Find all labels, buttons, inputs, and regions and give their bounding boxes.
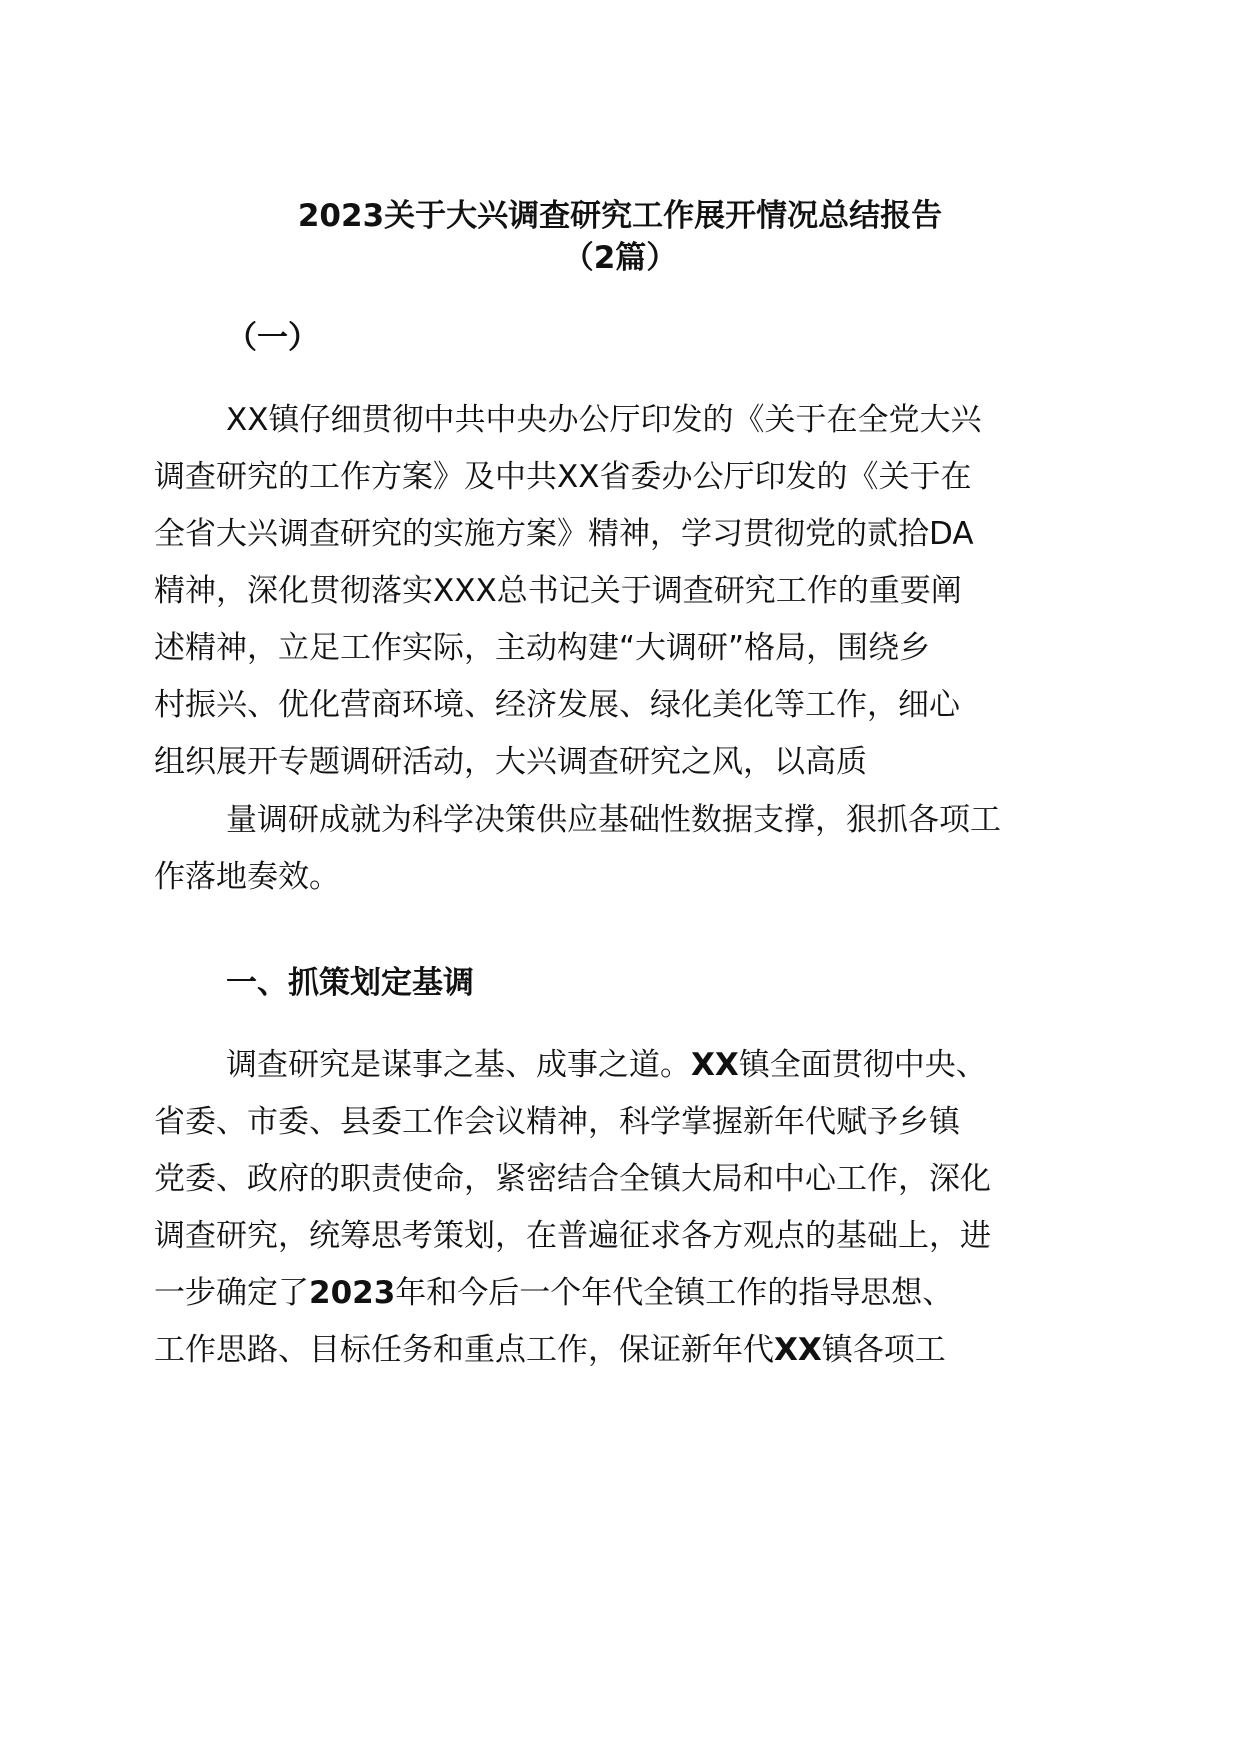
para1-line: 精神，深化贯彻落实XXX总书记关于调查研究工作的重要阐: [154, 573, 962, 609]
para3-line: [226, 1045, 987, 1085]
para3-text: 一步确定了: [154, 1275, 309, 1311]
document-title: 2023关于大兴调查研究工作展开情况总结报告: [297, 198, 943, 234]
para3-text: 调查研究是谋事之基、成事之道。: [226, 1047, 691, 1083]
para1-line: 调查研究的工作方案》及中共XX省委办公厅印发的《关于在: [154, 459, 972, 495]
para3-text: 镇全面贯彻中央、: [738, 1047, 987, 1083]
document-subtitle: （2篇）: [562, 240, 678, 276]
para1-line: XX镇仔细贯彻中共中央办公厅印发的《关于在全党大兴: [226, 402, 982, 438]
para2-line: 作落地奏效。: [154, 859, 340, 895]
para3-text: 工作思路、目标任务和重点工作，保证新年代: [154, 1332, 774, 1368]
para3-text: 年和今后一个年代全镇工作的指导思想、: [395, 1275, 954, 1311]
para3-line: 省委、市委、县委工作会议精神，科学掌握新年代赋予乡镇: [154, 1104, 960, 1140]
section-marker: （一）: [226, 320, 319, 356]
para3-bold-text: XX: [691, 1047, 739, 1083]
para1-line: 全省大兴调查研究的实施方案》精神，学习贯彻党的贰拾DA: [154, 516, 974, 552]
para1-line: 述精神，立足工作实际，主动构建“大调研”格局，围绕乡: [154, 630, 931, 666]
para1-line: 村振兴、优化营商环境、经济发展、绿化美化等工作，细心: [154, 687, 960, 723]
para1-line: 组织展开专题调研活动，大兴调查研究之风，以高质: [154, 744, 867, 780]
para3-bold-text: XX: [774, 1332, 822, 1368]
section-heading: 一、抓策划定基调: [226, 965, 474, 1001]
para3-line: [154, 1273, 953, 1313]
para3-line: 调查研究，统筹思考策划，在普遍征求各方观点的基础上，进: [154, 1218, 991, 1254]
para3-line: [154, 1330, 946, 1370]
para3-bold-text: 2023: [309, 1275, 396, 1311]
para2-line: 量调研成就为科学决策供应基础性数据支撑，狠抓各项工: [226, 802, 1001, 838]
para3-line: 党委、政府的职责使命，紧密结合全镇大局和中心工作，深化: [154, 1161, 991, 1197]
para3-text: 镇各项工: [821, 1332, 946, 1368]
